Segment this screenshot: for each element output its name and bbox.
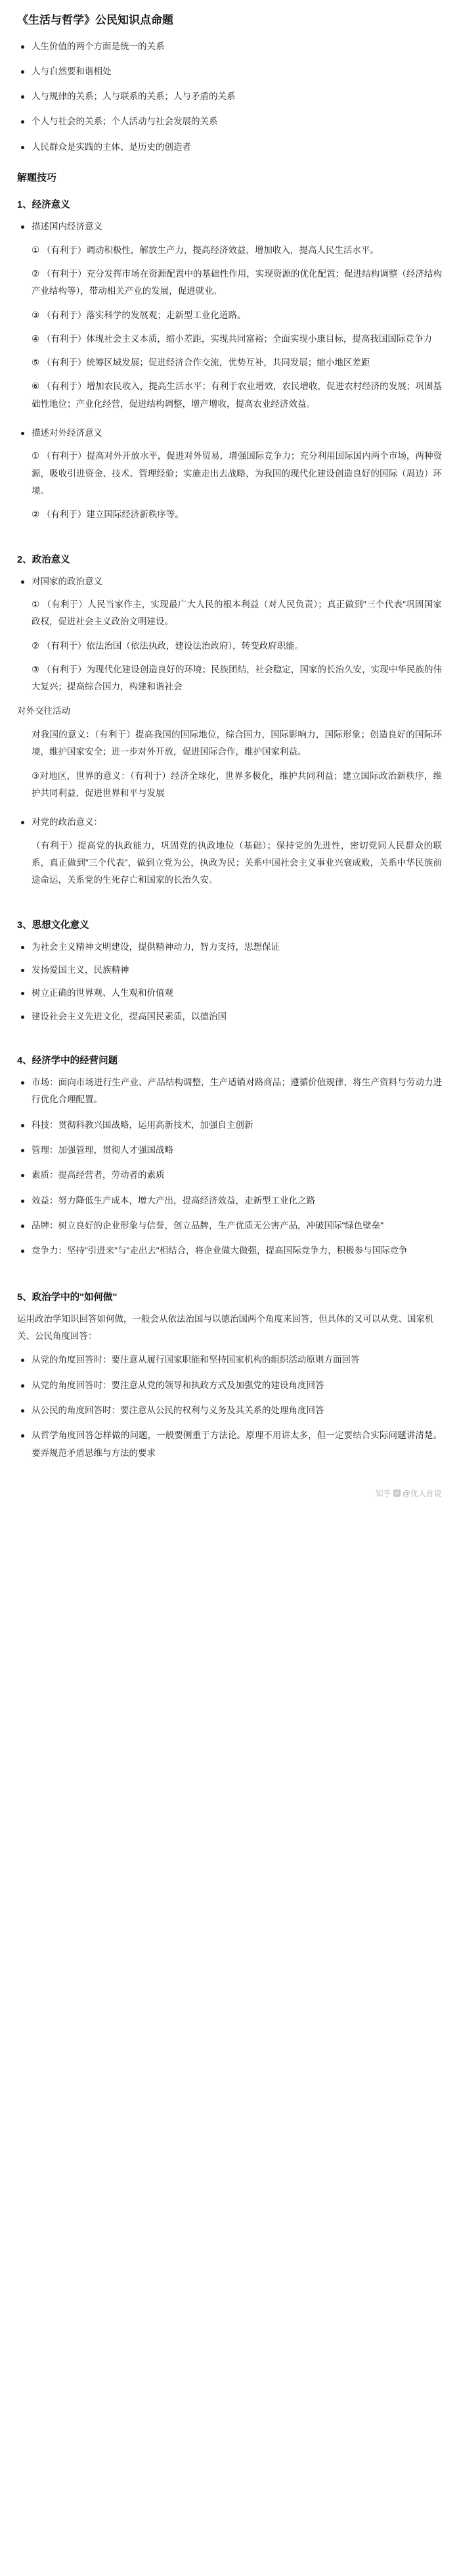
subsection-heading-management: 4、经济学中的经营问题 bbox=[17, 1055, 118, 1066]
watermark bbox=[17, 1482, 442, 1509]
list-item: 建设社会主义先进文化，提高国民素质，以德治国 bbox=[17, 1008, 442, 1025]
paragraph: ① （有利于）人民当家作主，实现最广大人民的根本利益（对人民负责）；真正做到"三个代表"巩固国家政权，促进社会主义政治文明建设。 bbox=[32, 599, 442, 627]
paragraph: 对外交往活动 bbox=[17, 705, 70, 716]
list-item: 素质：提高经营者，劳动者的素质 bbox=[17, 1167, 442, 1184]
list-item: 市场：面向市场进行生产业、产品结构调整，生产适销对路商品；遵循价值规律，将生产资料与劳动力进行优化合理配置。 bbox=[17, 1074, 442, 1109]
paragraph: （有利于）提高党的执政能力，巩固党的执政地位（基础）；保持党的先进性，密切党同人民群众的联系，真正做到"三个代表"，做到立党为公，执政为民；关系中国社会主义事业兴衰成败，关系中华民族前途命运，关系党的生死存亡和国家的长治久安。 bbox=[32, 840, 442, 885]
zhihu-logo-icon bbox=[393, 1489, 401, 1497]
subsection-heading-economic: 1、经济意义 bbox=[17, 200, 70, 211]
list-item: 个人与社会的关系；个人活动与社会发展的关系 bbox=[17, 113, 442, 130]
paragraph: ② （有利于）依法治国（依法执政，建设法治政府），转变政府职能。 bbox=[32, 640, 304, 651]
list-item: 品牌：树立良好的企业形象与信誉，创立品牌，生产优质无公害产品，冲破国际"绿色壁垒" bbox=[17, 1217, 442, 1234]
list-item: 描述国内经济意义 bbox=[17, 218, 442, 235]
paragraph: 对我国的意义：（有利于）提高我国的国际地位，综合国力，国际影响力，国际形象；创造良好的国际环境，维护国家安全；进一步对外开放，促进国际合作，维护国家利益。 bbox=[32, 730, 442, 757]
paragraph: ② （有利于）充分发挥市场在资源配置中的基础性作用，实现资源的优化配置；促进结构调整（经济结构产业结构等），带动相关产业的发展，促进就业。 bbox=[32, 268, 442, 296]
howto-list bbox=[17, 1351, 442, 1462]
paragraph: ③ （有利于）落实科学的发展观；走新型工业化道路。 bbox=[32, 310, 246, 320]
paragraph: ① （有利于）提高对外开放水平，促进对外贸易，增强国际竞争力；充分利用国际国内两个市场，两种资源，吸收引进资金、技术、管理经验；实施走出去战略，为我国的现代化建设创造良好的国际（周边）环境。 bbox=[32, 451, 442, 496]
list-item: 竞争力：坚持"引进来"与"走出去"相结合，将企业做大做强，提高国际竞争力，积极参与国际竞争 bbox=[17, 1242, 442, 1259]
economic-domestic-bullet bbox=[17, 218, 442, 235]
list-item: 效益：努力降低生产成本，增大产出，提高经济效益，走新型工业化之路 bbox=[17, 1192, 442, 1209]
list-item: 为社会主义精神文明建设，提供精神动力，智力支持，思想保证 bbox=[17, 939, 442, 956]
list-item: 从党的角度回答时：要注意从党的领导和执政方式及加强党的建设角度回答 bbox=[17, 1377, 442, 1394]
list-item: 树立正确的世界观、人生观和价值观 bbox=[17, 985, 442, 1002]
list-item: 对党的政治意义： bbox=[17, 814, 442, 831]
paragraph: ③ （有利于）为现代化建设创造良好的环境；民族团结，社会稳定，国家的长治久安，实现中华民族的伟大复兴；提高综合国力，构建和谐社会 bbox=[32, 665, 442, 692]
subsection-heading-cultural: 3、思想文化意义 bbox=[17, 920, 89, 931]
list-item: 管理：加强管理，贯彻人才强国战略 bbox=[17, 1142, 442, 1159]
paragraph: ① （有利于）调动积极性，解放生产力，提高经济效益，增加收入，提高人民生活水平。 bbox=[32, 245, 379, 255]
page-title: 《生活与哲学》公民知识点命题 bbox=[17, 14, 173, 26]
list-item: 从党的角度回答时：要注意从履行国家职能和坚持国家机构的组织活动原则方面回答 bbox=[17, 1351, 442, 1369]
paragraph: ② （有利于）建立国际经济新秩序等。 bbox=[32, 509, 184, 520]
watermark-text: @优人首说 bbox=[402, 1490, 442, 1498]
list-item: 人生价值的两个方面是统一的关系 bbox=[17, 38, 442, 55]
paragraph: ⑥ （有利于）增加农民收入，提高生活水平；有利于农业增效，农民增收，促进农村经济的发展；巩固基础性地位；产业化经营，促进结构调整，增产增收，提高农业经济效益。 bbox=[32, 381, 442, 409]
list-item: 发扬爱国主义，民族精神 bbox=[17, 962, 442, 979]
list-item: 人与自然要和谐相处 bbox=[17, 63, 442, 80]
economic-block bbox=[17, 218, 442, 523]
paragraph: ⑤ （有利于）统筹区域发展；促进经济合作交流，优势互补，共同发展；缩小地区差距 bbox=[32, 358, 370, 368]
intro-points-list bbox=[17, 38, 442, 156]
section-heading-techniques: 解题技巧 bbox=[17, 172, 57, 184]
list-item: 人与规律的关系；人与联系的关系；人与矛盾的关系 bbox=[17, 88, 442, 105]
list-item: 从哲学角度回答怎样做的问题，一般要侧重于方法论。原理不用讲太多，但一定要结合实际问题讲清楚。要弄规范矛盾思维与方法的要求 bbox=[17, 1427, 442, 1462]
management-list bbox=[17, 1074, 442, 1260]
list-item: 对国家的政治意义 bbox=[17, 573, 442, 590]
paragraph: ③对地区，世界的意义：（有利于）经济全球化，世界多极化，维护共同利益；建立国际政治新秩序，维护共同利益，促进世界和平与发展 bbox=[32, 770, 442, 798]
list-item: 科技：贯彻科教兴国战略，运用高新技术，加强自主创新 bbox=[17, 1117, 442, 1134]
political-party-bullet bbox=[17, 814, 442, 831]
political-block bbox=[17, 573, 442, 889]
list-item: 描述对外经济意义 bbox=[17, 425, 442, 442]
subsection-heading-howto: 5、政治学中的"如何做" bbox=[17, 1292, 118, 1303]
paragraph: 运用政治学知识回答如何做，一般会从依法治国与以德治国两个角度来回答，但具体的又可以从党、国家机关、公民角度回答： bbox=[17, 1313, 434, 1342]
paragraph: ④ （有利于）体现社会主义本质，缩小差距，实现共同富裕；全面实现小康目标，提高我国国际竞争力 bbox=[32, 333, 432, 344]
list-item: 从公民的角度回答时：要注意从公民的权利与义务及其关系的处理角度回答 bbox=[17, 1402, 442, 1419]
list-item: 人民群众是实践的主体、是历史的创造者 bbox=[17, 139, 442, 156]
subsection-heading-political: 2、政治意义 bbox=[17, 554, 70, 565]
political-state-bullet bbox=[17, 573, 442, 590]
watermark-prefix: 知乎 bbox=[375, 1490, 391, 1498]
cultural-list bbox=[17, 939, 442, 1025]
economic-foreign-bullet bbox=[17, 425, 442, 442]
